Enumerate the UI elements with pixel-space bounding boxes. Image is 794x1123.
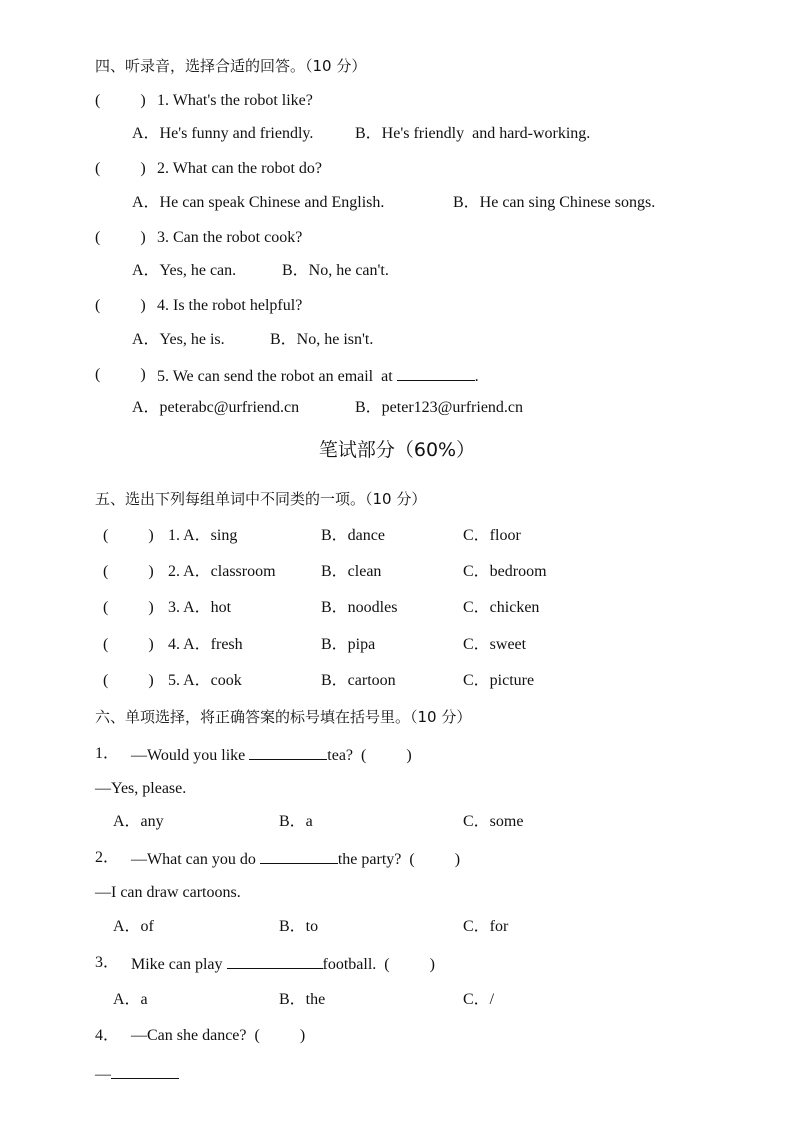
- answer-paren-5-2[interactable]: ( ): [103, 563, 154, 580]
- option-4-5-a: A．peterabc@urfriend.cn: [132, 399, 300, 416]
- option-6-2-a: A．of: [113, 918, 154, 935]
- question-6-3-pre: Mike can play: [131, 956, 223, 973]
- word-5-4-a: 4. A．fresh: [168, 636, 243, 653]
- answer-blank-6-2[interactable]: [260, 847, 338, 864]
- option-4-3-a: A．Yes, he can.: [132, 262, 237, 279]
- answer-paren-4-2[interactable]: ( ): [95, 160, 146, 177]
- option-4-5-b: B．peter123@urfriend.cn: [355, 399, 524, 416]
- word-5-5-b: B．cartoon: [321, 672, 396, 689]
- word-5-2-b: B．clean: [321, 563, 382, 580]
- question-4-5-period: .: [474, 368, 479, 385]
- option-6-3-c: C．/: [463, 991, 495, 1008]
- question-6-2-number: 2．: [95, 849, 120, 866]
- word-5-1-a: 1. A．sing: [168, 527, 238, 544]
- word-5-5-c: C．picture: [463, 672, 535, 689]
- answer-blank-6-3[interactable]: [227, 952, 323, 969]
- option-4-1-a: A．He's funny and friendly.: [132, 125, 314, 142]
- section-5-title: 五、选出下列每组单词中不同类的一项。（10 分）: [95, 490, 427, 508]
- question-6-2: [131, 847, 460, 871]
- answer-paren-5-3[interactable]: ( ): [103, 599, 154, 616]
- word-5-2-c: C．bedroom: [463, 563, 547, 580]
- question-4-3: 3. Can the robot cook?: [157, 229, 303, 246]
- answer-paren-5-4[interactable]: ( ): [103, 636, 154, 653]
- question-4-2: 2. What can the robot do?: [157, 160, 322, 177]
- answer-paren-4-1[interactable]: ( ): [95, 92, 146, 109]
- option-6-3-a: A．a: [113, 991, 148, 1008]
- question-6-3-number: 3．: [95, 954, 120, 971]
- word-5-3-a: 3. A．hot: [168, 599, 232, 616]
- answer-blank-6-1[interactable]: [249, 743, 327, 760]
- question-6-4-number: 4．: [95, 1027, 120, 1044]
- option-4-4-a: A．Yes, he is.: [132, 331, 225, 348]
- answer-blank-4-5[interactable]: [397, 364, 475, 381]
- word-5-2-a: 2. A．classroom: [168, 563, 276, 580]
- question-6-3: [131, 952, 435, 976]
- answer-paren-4-3[interactable]: ( ): [95, 229, 146, 246]
- option-4-4-b: B．No, he isn't.: [270, 331, 374, 348]
- question-6-1: [131, 743, 412, 767]
- option-6-2-c: C．for: [463, 918, 509, 935]
- reply-6-1: —Yes, please.: [95, 780, 187, 797]
- reply-6-2: —I can draw cartoons.: [95, 884, 241, 901]
- section-4-title: 四、听录音，选择合适的回答。（10 分）: [95, 57, 367, 75]
- option-4-2-a: A．He can speak Chinese and English.: [132, 194, 385, 211]
- option-4-3-b: B．No, he can't.: [282, 262, 389, 279]
- question-6-2-pre: —What can you do: [131, 851, 256, 868]
- word-5-3-c: C．chicken: [463, 599, 540, 616]
- question-4-5-text: 5. We can send the robot an email at: [157, 368, 393, 385]
- answer-paren-4-5[interactable]: ( ): [95, 366, 146, 383]
- question-4-5: [157, 364, 479, 388]
- option-4-2-b: B．He can sing Chinese songs.: [453, 194, 656, 211]
- answer-paren-5-5[interactable]: ( ): [103, 672, 154, 689]
- answer-paren-5-1[interactable]: ( ): [103, 527, 154, 544]
- word-5-3-b: B．noodles: [321, 599, 398, 616]
- word-5-1-b: B．dance: [321, 527, 385, 544]
- option-6-3-b: B．the: [279, 991, 326, 1008]
- section-6-title: 六、单项选择，将正确答案的标号填在括号里。（10 分）: [95, 708, 472, 726]
- option-6-1-c: C．some: [463, 813, 524, 830]
- word-5-1-c: C．floor: [463, 527, 521, 544]
- question-6-1-pre: —Would you like: [131, 747, 246, 764]
- question-6-3-post: football. ( ): [322, 956, 435, 973]
- word-5-5-a: 5. A．cook: [168, 672, 242, 689]
- answer-paren-4-4[interactable]: ( ): [95, 297, 146, 314]
- word-5-4-c: C．sweet: [463, 636, 527, 653]
- written-section-heading: 笔试部分（60%）: [318, 439, 476, 461]
- answer-blank-6-4[interactable]: [111, 1062, 179, 1079]
- option-6-1-a: A．any: [113, 813, 164, 830]
- question-4-4: 4. Is the robot helpful?: [157, 297, 303, 314]
- question-6-2-post: the party? ( ): [337, 851, 461, 868]
- question-6-4: —Can she dance? ( ): [131, 1027, 306, 1044]
- option-6-1-b: B．a: [279, 813, 313, 830]
- option-6-2-b: B．to: [279, 918, 319, 935]
- question-6-1-post: tea? ( ): [327, 747, 412, 764]
- question-6-1-number: 1．: [95, 745, 120, 762]
- option-4-1-b: B．He's friendly and hard-working.: [355, 125, 591, 142]
- reply-6-4: [95, 1062, 179, 1086]
- word-5-4-b: B．pipa: [321, 636, 376, 653]
- question-4-1: 1. What's the robot like?: [157, 92, 313, 109]
- reply-6-4-dash: —: [95, 1066, 111, 1083]
